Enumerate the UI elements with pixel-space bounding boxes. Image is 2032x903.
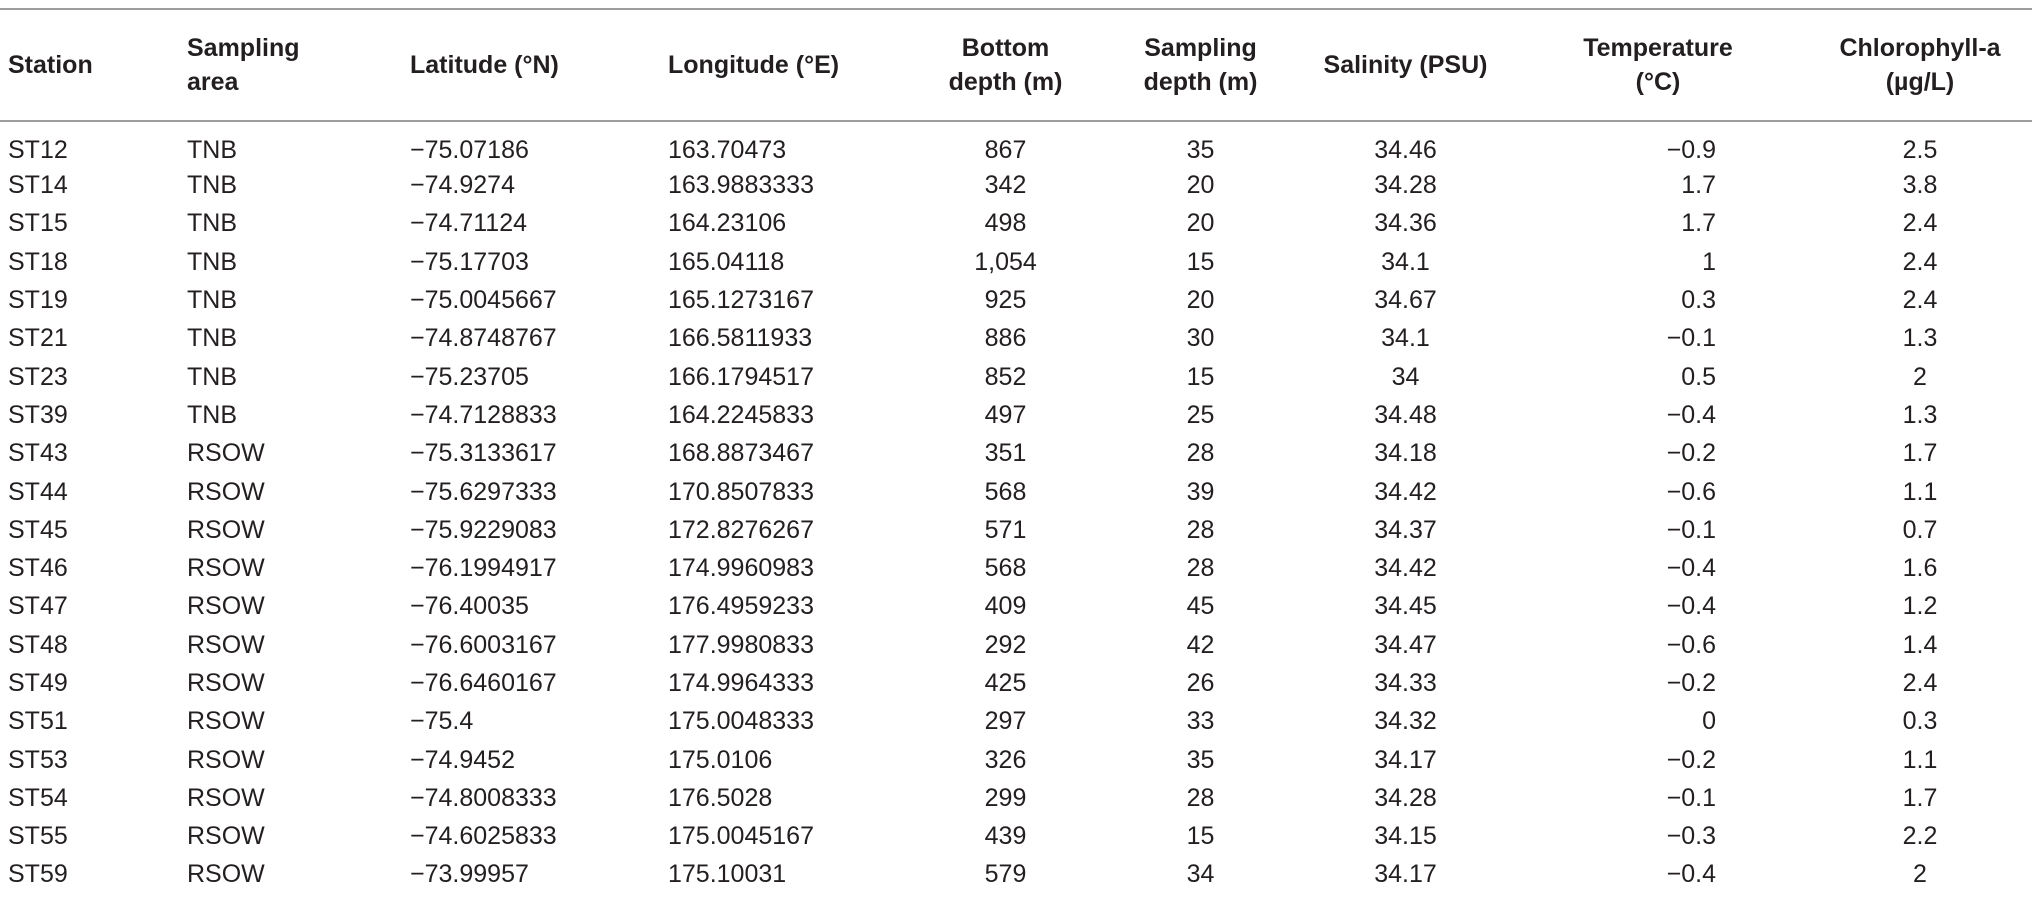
cell-chl: 2.2 — [1902, 822, 1938, 851]
cell-lat: −75.07186 — [410, 136, 529, 164]
cell-area: RSOW — [187, 745, 265, 774]
cell-temp: −0.4 — [1666, 554, 1716, 583]
cell-lon: 177.9980833 — [668, 630, 814, 659]
cell-temp: −0.1 — [1666, 324, 1716, 353]
cell-area: TNB — [187, 400, 237, 429]
cell-temp: −0.1 — [1666, 783, 1716, 812]
cell-lon: 175.0106 — [668, 745, 773, 774]
column-header-label: Latitude (°N) — [410, 51, 559, 79]
cell-lon: 163.9883333 — [668, 171, 814, 200]
cell-salinity: 34.28 — [1374, 171, 1437, 200]
cell-bottom: 351 — [984, 439, 1027, 468]
cell-area: RSOW — [187, 860, 265, 889]
cell-bottom: 439 — [984, 822, 1027, 851]
station-data-table — [0, 8, 2032, 894]
column-header-lat — [410, 9, 668, 121]
column-header-bottom — [913, 9, 1098, 121]
cell-lat: −74.7128833 — [410, 400, 557, 429]
cell-sampling_depth: 34 — [1186, 860, 1215, 889]
cell-lon: 165.04118 — [668, 247, 785, 276]
cell-chl: 1.1 — [1902, 477, 1938, 506]
cell-salinity: 34.15 — [1374, 822, 1437, 851]
cell-chl: 2 — [1913, 362, 1927, 391]
cell-lon: 164.23106 — [668, 209, 787, 238]
cell-bottom: 568 — [984, 554, 1027, 583]
cell-lat: −74.71124 — [410, 209, 528, 238]
cell-sampling_depth: 20 — [1186, 171, 1215, 200]
cell-temp: −0.2 — [1666, 745, 1716, 774]
cell-chl: 1.2 — [1902, 592, 1938, 621]
cell-temp: −0.6 — [1666, 630, 1716, 659]
cell-salinity: 34.33 — [1374, 669, 1437, 697]
cell-station: ST18 — [8, 247, 68, 276]
cell-area: TNB — [187, 136, 237, 164]
cell-lon: 163.70473 — [668, 136, 787, 164]
cell-lon: 175.10031 — [668, 860, 787, 889]
cell-station: ST53 — [8, 745, 68, 774]
table-row — [0, 817, 2032, 855]
cell-salinity: 34.1 — [1381, 247, 1430, 276]
table-body — [0, 121, 2032, 894]
cell-lat: −75.23705 — [410, 362, 529, 391]
cell-area: RSOW — [187, 477, 265, 506]
cell-bottom: 925 — [984, 286, 1027, 315]
cell-chl: 2.4 — [1902, 669, 1938, 697]
cell-lat: −76.6460167 — [410, 669, 557, 697]
cell-station: ST48 — [8, 630, 68, 659]
cell-lat: −75.9229083 — [410, 515, 557, 544]
cell-sampling_depth: 20 — [1186, 209, 1215, 238]
table-row — [0, 319, 2032, 357]
table-row — [0, 166, 2032, 204]
column-header-label-line2: (µg/L) — [1885, 68, 1955, 96]
cell-salinity: 34.42 — [1374, 554, 1437, 583]
table-row — [0, 511, 2032, 549]
cell-chl: 1.7 — [1902, 439, 1938, 468]
cell-area: TNB — [187, 171, 237, 200]
cell-bottom: 292 — [984, 630, 1027, 659]
cell-chl: 0.7 — [1902, 515, 1938, 544]
cell-temp: −0.2 — [1666, 439, 1716, 468]
cell-bottom: 326 — [984, 745, 1027, 774]
cell-area: TNB — [187, 324, 237, 353]
cell-station: ST43 — [8, 439, 68, 468]
cell-temp: −0.3 — [1666, 822, 1716, 851]
table-row — [0, 434, 2032, 472]
cell-bottom: 498 — [984, 209, 1027, 238]
cell-station: ST19 — [8, 286, 68, 315]
column-header-label: Sampling — [1144, 34, 1257, 62]
cell-temp: −0.4 — [1666, 860, 1716, 889]
cell-temp: −0.2 — [1666, 669, 1716, 697]
table-row — [0, 626, 2032, 664]
cell-area: TNB — [187, 247, 237, 276]
cell-lat: −75.0045667 — [410, 286, 557, 315]
cell-area: RSOW — [187, 783, 265, 812]
table-header — [0, 9, 2032, 121]
cell-lon: 174.9960983 — [668, 554, 814, 583]
cell-chl: 1.7 — [1902, 783, 1938, 812]
cell-station: ST14 — [8, 171, 68, 200]
column-header-label: Salinity (PSU) — [1323, 51, 1488, 79]
cell-chl: 1.3 — [1902, 400, 1938, 429]
table-row — [0, 396, 2032, 434]
cell-lon: 174.9964333 — [668, 669, 814, 697]
cell-chl: 2.4 — [1902, 247, 1938, 276]
cell-sampling_depth: 15 — [1186, 247, 1215, 276]
cell-lon: 166.5811933 — [668, 324, 813, 353]
cell-lat: −76.1994917 — [410, 554, 557, 583]
cell-sampling_depth: 35 — [1186, 745, 1215, 774]
cell-lon: 175.0045167 — [668, 822, 814, 851]
cell-lat: −75.17703 — [410, 247, 529, 276]
cell-lat: −76.40035 — [410, 592, 529, 621]
cell-area: TNB — [187, 286, 237, 315]
cell-lon: 165.1273167 — [668, 286, 814, 315]
cell-temp: 0 — [1702, 707, 1716, 736]
cell-area: RSOW — [187, 554, 265, 583]
cell-chl: 2.4 — [1902, 209, 1938, 238]
cell-bottom: 297 — [984, 707, 1027, 736]
cell-salinity: 34.32 — [1374, 707, 1437, 736]
cell-station: ST44 — [8, 477, 68, 506]
table-row — [0, 664, 2032, 702]
cell-temp: 1.7 — [1681, 171, 1716, 200]
cell-bottom: 568 — [984, 477, 1027, 506]
cell-station: ST15 — [8, 209, 68, 238]
cell-lon: 170.8507833 — [668, 477, 814, 506]
cell-sampling_depth: 28 — [1186, 783, 1215, 812]
table-row — [0, 779, 2032, 817]
cell-chl: 0.3 — [1902, 707, 1938, 736]
cell-chl: 2.4 — [1902, 286, 1938, 315]
cell-chl: 1.1 — [1902, 745, 1938, 774]
cell-lat: −74.8748767 — [410, 324, 557, 353]
cell-salinity: 34.47 — [1374, 630, 1437, 659]
cell-salinity: 34.46 — [1374, 136, 1437, 164]
table-row — [0, 281, 2032, 319]
cell-lon: 164.2245833 — [668, 400, 814, 429]
table-row — [0, 472, 2032, 510]
table-row — [0, 357, 2032, 395]
cell-sampling_depth: 39 — [1186, 477, 1215, 506]
cell-area: RSOW — [187, 707, 265, 736]
cell-salinity: 34.1 — [1381, 324, 1430, 353]
column-header-label: Bottom — [961, 34, 1050, 62]
cell-sampling_depth: 15 — [1186, 362, 1215, 391]
cell-lat: −74.6025833 — [410, 822, 557, 851]
cell-sampling_depth: 33 — [1186, 707, 1215, 736]
column-header-label-line2: (°C) — [1635, 68, 1681, 96]
column-header-label: Station — [8, 51, 93, 79]
column-header-label-line2: area — [187, 68, 239, 96]
header-row — [0, 9, 2032, 121]
cell-salinity: 34.28 — [1374, 783, 1437, 812]
cell-bottom: 852 — [984, 362, 1027, 391]
cell-lat: −76.6003167 — [410, 630, 557, 659]
cell-area: RSOW — [187, 592, 265, 621]
cell-station: ST49 — [8, 669, 68, 697]
column-header-chl — [1808, 9, 2032, 121]
cell-station: ST21 — [8, 324, 68, 353]
cell-sampling_depth: 25 — [1186, 400, 1215, 429]
cell-lon: 168.8873467 — [668, 439, 814, 468]
column-header-station — [0, 9, 173, 121]
cell-station: ST47 — [8, 592, 68, 621]
cell-temp: −0.4 — [1666, 592, 1716, 621]
cell-area: RSOW — [187, 669, 265, 697]
cell-salinity: 34.36 — [1374, 209, 1437, 238]
cell-area: TNB — [187, 209, 237, 238]
cell-salinity: 34.17 — [1374, 860, 1437, 889]
cell-sampling_depth: 42 — [1186, 630, 1215, 659]
cell-station: ST55 — [8, 822, 68, 851]
cell-bottom: 867 — [984, 136, 1027, 164]
column-header-lon — [668, 9, 913, 121]
cell-sampling_depth: 15 — [1186, 822, 1215, 851]
cell-area: RSOW — [187, 630, 265, 659]
cell-temp: −0.9 — [1666, 136, 1716, 164]
cell-lat: −74.8008333 — [410, 783, 557, 812]
column-header-temp — [1508, 9, 1808, 121]
cell-chl: 2 — [1913, 860, 1927, 889]
cell-bottom: 299 — [984, 783, 1027, 812]
table-row — [0, 587, 2032, 625]
cell-station: ST45 — [8, 515, 68, 544]
cell-bottom: 342 — [984, 171, 1027, 200]
cell-chl: 2.5 — [1902, 136, 1938, 164]
cell-lon: 176.4959233 — [668, 592, 814, 621]
cell-chl: 1.3 — [1902, 324, 1938, 353]
table-row — [0, 855, 2032, 893]
cell-temp: 0.5 — [1681, 362, 1716, 391]
cell-salinity: 34.48 — [1374, 400, 1437, 429]
cell-salinity: 34.37 — [1374, 515, 1437, 544]
column-header-label: Sampling — [187, 34, 300, 62]
column-header-salinity — [1303, 9, 1508, 121]
cell-sampling_depth: 26 — [1186, 669, 1215, 697]
table-row — [0, 702, 2032, 740]
cell-bottom: 579 — [984, 860, 1027, 889]
cell-salinity: 34.17 — [1374, 745, 1437, 774]
cell-lon: 176.5028 — [668, 783, 773, 812]
table-row — [0, 204, 2032, 242]
table-row — [0, 121, 2032, 166]
table-row — [0, 243, 2032, 281]
table-row — [0, 740, 2032, 778]
cell-lat: −73.99957 — [410, 860, 529, 889]
cell-station: ST54 — [8, 783, 68, 812]
cell-bottom: 425 — [984, 669, 1027, 697]
cell-lat: −75.3133617 — [410, 439, 557, 468]
cell-lon: 172.8276267 — [668, 515, 814, 544]
cell-salinity: 34.45 — [1374, 592, 1437, 621]
cell-temp: 1 — [1702, 247, 1716, 276]
cell-bottom: 409 — [984, 592, 1027, 621]
cell-station: ST12 — [8, 136, 68, 164]
cell-lat: −74.9274 — [410, 171, 515, 200]
cell-station: ST39 — [8, 400, 68, 429]
cell-station: ST46 — [8, 554, 68, 583]
cell-bottom: 571 — [984, 515, 1027, 544]
cell-area: RSOW — [187, 439, 265, 468]
cell-chl: 1.6 — [1902, 554, 1938, 583]
cell-salinity: 34.18 — [1374, 439, 1437, 468]
cell-sampling_depth: 20 — [1186, 286, 1215, 315]
column-header-sampling_depth — [1098, 9, 1303, 121]
cell-sampling_depth: 28 — [1186, 554, 1215, 583]
cell-bottom: 1,054 — [974, 247, 1037, 276]
cell-chl: 1.4 — [1902, 630, 1938, 659]
cell-sampling_depth: 30 — [1186, 324, 1215, 353]
cell-temp: 0.3 — [1681, 286, 1716, 315]
cell-area: TNB — [187, 362, 237, 391]
cell-lat: −74.9452 — [410, 745, 515, 774]
cell-lon: 166.1794517 — [668, 362, 814, 391]
cell-station: ST51 — [8, 707, 68, 736]
cell-temp: 1.7 — [1681, 209, 1716, 238]
cell-sampling_depth: 28 — [1186, 439, 1215, 468]
cell-station: ST59 — [8, 860, 68, 889]
table-row — [0, 549, 2032, 587]
cell-temp: −0.4 — [1666, 400, 1716, 429]
column-header-label: Longitude (°E) — [668, 51, 840, 79]
cell-lon: 175.0048333 — [668, 707, 814, 736]
cell-chl: 3.8 — [1902, 171, 1938, 200]
cell-station: ST23 — [8, 362, 68, 391]
cell-temp: −0.1 — [1666, 515, 1716, 544]
cell-sampling_depth: 35 — [1186, 136, 1215, 164]
cell-bottom: 886 — [984, 324, 1027, 353]
cell-salinity: 34 — [1391, 362, 1420, 391]
cell-salinity: 34.42 — [1374, 477, 1437, 506]
cell-salinity: 34.67 — [1374, 286, 1437, 315]
cell-temp: −0.6 — [1666, 477, 1716, 506]
cell-sampling_depth: 28 — [1186, 515, 1215, 544]
column-header-label-line2: depth (m) — [948, 68, 1063, 96]
column-header-label: Chlorophyll-a — [1839, 34, 2001, 62]
column-header-label: Temperature — [1583, 34, 1733, 62]
cell-area: RSOW — [187, 822, 265, 851]
cell-sampling_depth: 45 — [1186, 592, 1215, 621]
column-header-label-line2: depth (m) — [1143, 68, 1258, 96]
cell-lat: −75.6297333 — [410, 477, 557, 506]
column-header-area — [173, 9, 410, 121]
cell-lat: −75.4 — [410, 707, 474, 736]
cell-bottom: 497 — [984, 400, 1027, 429]
cell-area: RSOW — [187, 515, 265, 544]
